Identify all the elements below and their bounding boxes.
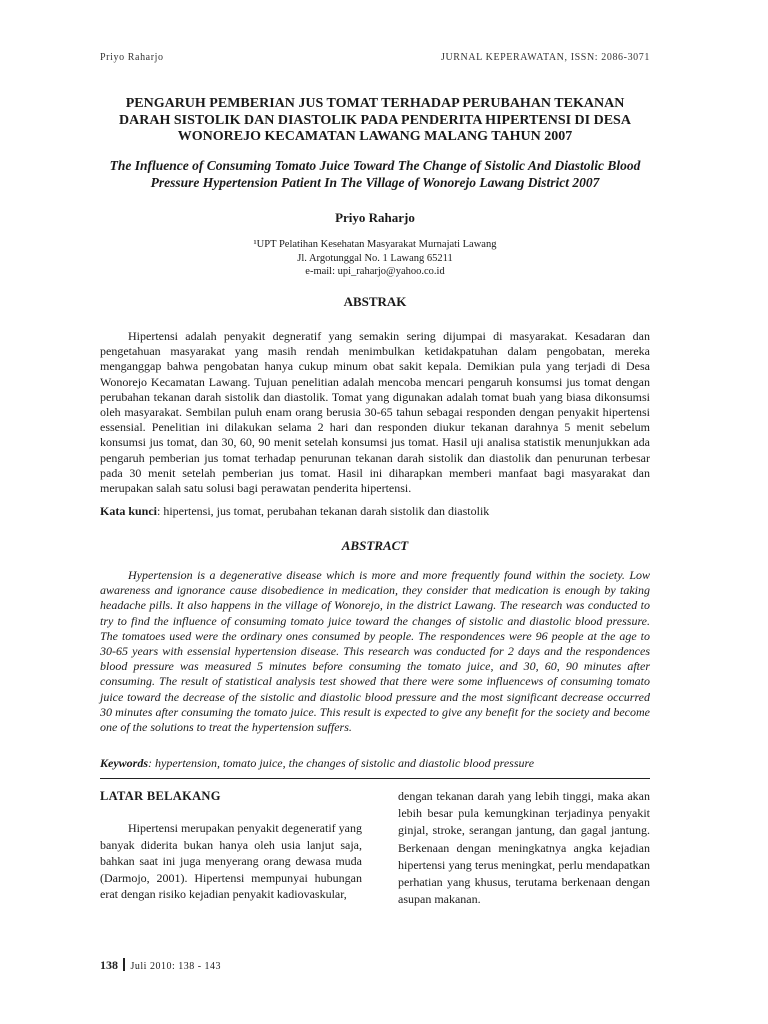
abstract-keywords bbox=[100, 756, 650, 771]
running-head-journal: JURNAL KEPERAWATAN, ISSN: 2086-3071 bbox=[440, 52, 650, 63]
body-paragraph-left: Hipertensi merupakan penyakit degeneratif yang banyak diderita bukan hanya oleh usia lanjut saja, bahkan saat ini juga menyerang orang dewasa muda (Darmojo, 2001). Hipertensi mempunyai hubungan erat dengan risiko kejadian penyakit kadiovaskular, bbox=[100, 821, 362, 902]
section-divider bbox=[100, 778, 650, 779]
abstrak-keywords bbox=[100, 504, 650, 519]
body-paragraph-right: dengan tekanan darah yang lebih tinggi, maka akan lebih besar pula kemungkinan terjadinya penyakit ginjal, stroke, serangan jantung, dan gagal jantung. Berkenaan dengan meningkatnya angka kejadian hipertensi yang terus meningkat, perlu mendapatkan perhatian yang khusus, terutama berkenaan dengan asupan makanan. bbox=[398, 789, 650, 907]
body-column-right bbox=[398, 788, 650, 908]
paper-title: PENGARUH PEMBERIAN JUS TOMAT TERHADAP PERUBAHAN TEKANAN DARAH SISTOLIK DAN DIASTOLIK PADA PENDERITA HIPERTENSI DI DESA WONOREJO KECAMATAN LAWANG MALANG TAHUN 2007 bbox=[119, 96, 631, 144]
paper-subtitle-english: The Influence of Consuming Tomato Juice Toward The Change of Sistolic And Diastolic Blood Pressure Hypertension Patient In The Village of Wonorejo Lawang District 2007 bbox=[109, 158, 641, 190]
page-number: 138 bbox=[100, 958, 118, 972]
footer-separator bbox=[123, 958, 125, 971]
page-footer bbox=[100, 958, 221, 973]
abstract-keywords-label: Keywords bbox=[100, 756, 148, 770]
author-affiliation bbox=[100, 238, 650, 279]
abstrak-keywords-text: : hipertensi, jus tomat, perubahan tekanan darah sistolik dan diastolik bbox=[157, 504, 490, 518]
affiliation-email: e-mail: upi_raharjo@yahoo.co.id bbox=[305, 266, 445, 277]
abstract-body bbox=[100, 568, 650, 735]
abstrak-keywords-label: Kata kunci bbox=[100, 504, 158, 518]
body-column-left bbox=[100, 788, 362, 902]
section-heading: LATAR BELAKANG bbox=[100, 789, 221, 803]
abstract-keywords-text: : hypertension, tomato juice, the changes of sistolic and diastolic blood pressure bbox=[148, 756, 535, 770]
affiliation-address: Jl. Argotunggal No. 1 Lawang 65211 bbox=[297, 252, 453, 264]
abstrak-body bbox=[100, 329, 650, 496]
running-head-author: Priyo Raharjo bbox=[100, 52, 164, 63]
issue-info: Juli 2010: 138 - 143 bbox=[130, 961, 222, 972]
abstract-heading: ABSTRACT bbox=[341, 538, 409, 553]
affiliation-institution: ¹UPT Pelatihan Kesehatan Masyarakat Murnajati Lawang bbox=[253, 239, 497, 250]
abstrak-paragraph: Hipertensi adalah penyakit degneratif yang semakin sering dijumpai di masyarakat. Kesadaran dan pengetahuan masyarakat yang masih rendah menimbulkan ketidakpatuhan dalam pengobatan, mereka menganggap bahwa pengobatan hanya cukup minum obat sakit kepala. Demikian pula yang terjadi di Desa Wonorejo Kecamatan Lawang. Tujuan penelitian adalah mencoba mencari pengaruh konsumsi jus tomat dengan perubahan tekanan darah sistolik dan diastolik. Tomat yang digunakan adalah tomat buah yang biasa dikonsumsi oleh masyarakat. Sembilan puluh enam orang berusia 30-65 tahun sebagai responden dengan penyakit hipertensi essensial. Penelitian ini dilakukan selama 2 hari dan responden diukur tekanan darahnya 5 menit sebelum konsumsi jus tomat, dan 30, 60, 90 menit setelah konsumsi jus tomat. Hasil uji analisa statistik menunjukkan ada pengaruh pemberian jus tomat terhadap penurunan tekanan darah sistolik dan diastolik dan penurunan terbesar pada 30 menit setelah pemberian jus tomat. Hasil ini diharapkan memberi manfaat bagi masyarakat dan merupakan salah satu solusi bagi perawatan penderita hipertensi. bbox=[100, 329, 650, 496]
abstrak-heading: ABSTRAK bbox=[343, 294, 407, 309]
abstract-paragraph: Hypertension is a degenerative disease which is more and more frequently found within the society. Low awareness and ignorance cause disobedience in medication, they consider that medication is enough by taking headache pills. It also happens in the village of Wonorejo, in the district Lawang. The research was conducted to try to find the influence of consuming tomato juice toward the changes of sistolic and diastolic blood pressure. The tomatoes used were the ordinary ones consumed by people. The respondences were 96 people at the age to 30-65 years with essensial hypertension disease. This research was conducted for 2 days and the respondences blood pressure was measured 5 minutes before consuming the tomato juice, and 30, 60, 90 minutes after consuming. The result of statistical analysis test showed that there were some influencews of consuming tomato juice toward the decrease of the sistolic and diastolic blood pressure and the most significant decrease occurred 30 minutes after consuming the tomato juice. This result is expected to give any benefit for the society and become one of the solutions to treat the hypertension suffers. bbox=[100, 568, 650, 735]
author-name: Priyo Raharjo bbox=[335, 210, 415, 225]
